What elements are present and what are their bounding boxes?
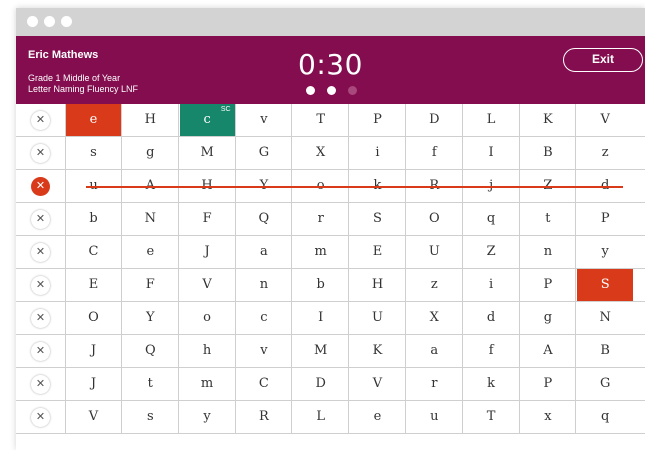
letter-cell[interactable]: r [407, 368, 463, 400]
row-toggle[interactable] [16, 368, 66, 400]
letter-cell[interactable]: E [350, 236, 406, 268]
letter-cell[interactable]: i [350, 137, 406, 169]
letter-grid [16, 104, 645, 434]
letter-cell[interactable]: P [520, 269, 576, 301]
letter-cell[interactable]: o [180, 302, 236, 334]
assessment-header [16, 36, 645, 104]
letter-cell[interactable]: z [407, 269, 463, 301]
letter-row [16, 203, 645, 236]
letter-cell[interactable]: T [293, 104, 349, 136]
letter-cell[interactable]: D [293, 368, 349, 400]
letter-cell[interactable]: V [600, 112, 610, 127]
close-icon[interactable]: ✕ [31, 408, 50, 427]
letter-cell[interactable]: M [180, 137, 236, 169]
letter-cell[interactable]: H [123, 104, 179, 136]
letter-cell[interactable]: e [123, 236, 179, 268]
grade-period: Grade 1 Middle of Year [28, 73, 121, 83]
letter-cell[interactable]: g [520, 302, 576, 334]
letter-cell[interactable]: m [180, 368, 236, 400]
letter-cell[interactable]: U [350, 302, 406, 334]
countdown-timer: 0:30 [298, 48, 363, 81]
letter-row [16, 401, 645, 434]
letter-cell[interactable]: C [236, 368, 292, 400]
close-icon[interactable]: ✕ [31, 243, 50, 262]
student-name: Eric Mathews [28, 49, 99, 61]
letter-cell[interactable]: N [123, 203, 179, 235]
window-titlebar [16, 8, 645, 36]
letter-cell[interactable]: s [123, 401, 179, 433]
letter-cell[interactable]: J [180, 236, 236, 268]
letter-cell[interactable]: N [599, 310, 611, 325]
letter-cell[interactable]: P [350, 104, 406, 136]
letter-cell[interactable]: B [520, 137, 576, 169]
letter-cell[interactable]: H [350, 269, 406, 301]
letter-cell[interactable]: O [66, 302, 122, 334]
letter-row [16, 302, 645, 335]
letter-cell[interactable]: L [293, 401, 349, 433]
letter-cell[interactable]: X [293, 137, 349, 169]
close-icon[interactable]: ✕ [31, 375, 50, 394]
letter-cell[interactable]: u [407, 401, 463, 433]
letter-cell[interactable]: F [123, 269, 179, 301]
row-strikethrough [86, 186, 623, 188]
letter-cell[interactable]: S [350, 203, 406, 235]
letter-cell[interactable]: I [464, 137, 520, 169]
letter-cell[interactable]: i [464, 269, 520, 301]
letter-cell[interactable]: v [236, 335, 292, 367]
letter-cell[interactable]: e [350, 401, 406, 433]
letter-cell[interactable]: K [350, 335, 406, 367]
progress-dot-icon [348, 86, 357, 95]
letter-cell[interactable]: T [464, 401, 520, 433]
letter-row [16, 104, 645, 137]
letter-row [16, 170, 645, 203]
letter-cell[interactable]: V [350, 368, 406, 400]
letter-cell[interactable]: f [464, 335, 520, 367]
letter-cell[interactable]: n [236, 269, 292, 301]
close-icon[interactable]: ✕ [31, 342, 50, 361]
window-dot-icon [61, 16, 72, 27]
letter-cell[interactable]: d [464, 302, 520, 334]
letter-cell[interactable]: m [293, 236, 349, 268]
window-dot-icon [44, 16, 55, 27]
letter-cell[interactable]: a [407, 335, 463, 367]
letter-cell[interactable]: R [236, 401, 292, 433]
letter-cell[interactable]: E [66, 269, 122, 301]
letter-cell[interactable]: y [180, 401, 236, 433]
letter-cell[interactable]: F [180, 203, 236, 235]
letter-cell[interactable]: b [293, 269, 349, 301]
close-icon[interactable]: ✕ [31, 111, 50, 130]
letter-row [16, 269, 645, 302]
letter-cell[interactable]: G [236, 137, 292, 169]
row-toggle[interactable] [16, 170, 66, 202]
letter-cell[interactable]: x [520, 401, 576, 433]
exit-button[interactable]: Exit [563, 48, 643, 72]
letter-cell[interactable]: S [577, 269, 633, 301]
letter-cell[interactable]: Z [464, 236, 520, 268]
letter-cell[interactable]: c [236, 302, 292, 334]
letter-cell[interactable]: V [180, 269, 236, 301]
letter-cell[interactable]: f [407, 137, 463, 169]
letter-cell[interactable]: h [180, 335, 236, 367]
letter-cell[interactable]: a [236, 236, 292, 268]
letter-cell[interactable]: B [600, 343, 610, 358]
letter-cell[interactable]: y [601, 244, 609, 259]
row-toggle[interactable] [16, 335, 66, 367]
close-icon[interactable]: ✕ [31, 177, 50, 196]
letter-row [16, 368, 645, 401]
row-toggle[interactable] [16, 302, 66, 334]
letter-cell[interactable]: e [66, 104, 122, 136]
letter-cell[interactable]: I [293, 302, 349, 334]
row-toggle[interactable] [16, 104, 66, 136]
letter-cell[interactable]: s [66, 137, 122, 169]
letter-cell[interactable]: b [66, 203, 122, 235]
close-icon[interactable]: ✕ [31, 144, 50, 163]
letter-cell[interactable]: t [520, 203, 576, 235]
letter-cell[interactable]: P [520, 368, 576, 400]
letter-cell[interactable]: J [66, 368, 122, 400]
letter-cell[interactable]: Y [123, 302, 179, 334]
letter-cell[interactable]: X [407, 302, 463, 334]
letter-cell[interactable]: K [520, 104, 576, 136]
row-toggle[interactable] [16, 269, 66, 301]
letter-cell[interactable]: c SC [180, 104, 236, 136]
letter-cell[interactable]: t [123, 368, 179, 400]
letter-cell[interactable]: M [293, 335, 349, 367]
letter-row [16, 236, 645, 269]
letter-cell[interactable]: O [407, 203, 463, 235]
letter-cell[interactable]: L [464, 104, 520, 136]
letter-cell[interactable]: C [66, 236, 122, 268]
window-dot-icon [27, 16, 38, 27]
close-icon[interactable]: ✕ [31, 276, 50, 295]
letter-cell[interactable]: g [123, 137, 179, 169]
progress-dot-icon [306, 86, 315, 95]
letter-cell[interactable]: D [407, 104, 463, 136]
letter-cell[interactable]: Q [123, 335, 179, 367]
close-icon[interactable]: ✕ [31, 210, 50, 229]
letter-cell[interactable]: P [600, 211, 610, 226]
measure-name: Letter Naming Fluency LNF [28, 84, 139, 94]
close-icon[interactable]: ✕ [31, 309, 50, 328]
row-toggle[interactable] [16, 203, 66, 235]
letter-row [16, 137, 645, 170]
letter-cell[interactable]: U [407, 236, 463, 268]
self-correct-badge: SC [220, 106, 231, 113]
letter-row [16, 335, 645, 368]
letter-cell[interactable]: G [599, 376, 611, 391]
letter-cell[interactable]: q [464, 203, 520, 235]
letter-cell[interactable]: J [66, 335, 122, 367]
row-toggle[interactable] [16, 137, 66, 169]
row-toggle[interactable] [16, 401, 66, 433]
letter-cell[interactable]: k [464, 368, 520, 400]
letter-cell[interactable]: Q [236, 203, 292, 235]
app-window [16, 8, 645, 450]
letter-cell[interactable]: n [520, 236, 576, 268]
letter-cell[interactable]: r [293, 203, 349, 235]
letter-cell[interactable]: V [66, 401, 122, 433]
progress-dot-icon [327, 86, 336, 95]
letter-cell[interactable]: v [236, 104, 292, 136]
row-toggle[interactable] [16, 236, 66, 268]
letter-cell[interactable]: z [601, 145, 609, 160]
letter-cell[interactable]: A [520, 335, 576, 367]
letter-cell[interactable]: q [601, 409, 610, 424]
